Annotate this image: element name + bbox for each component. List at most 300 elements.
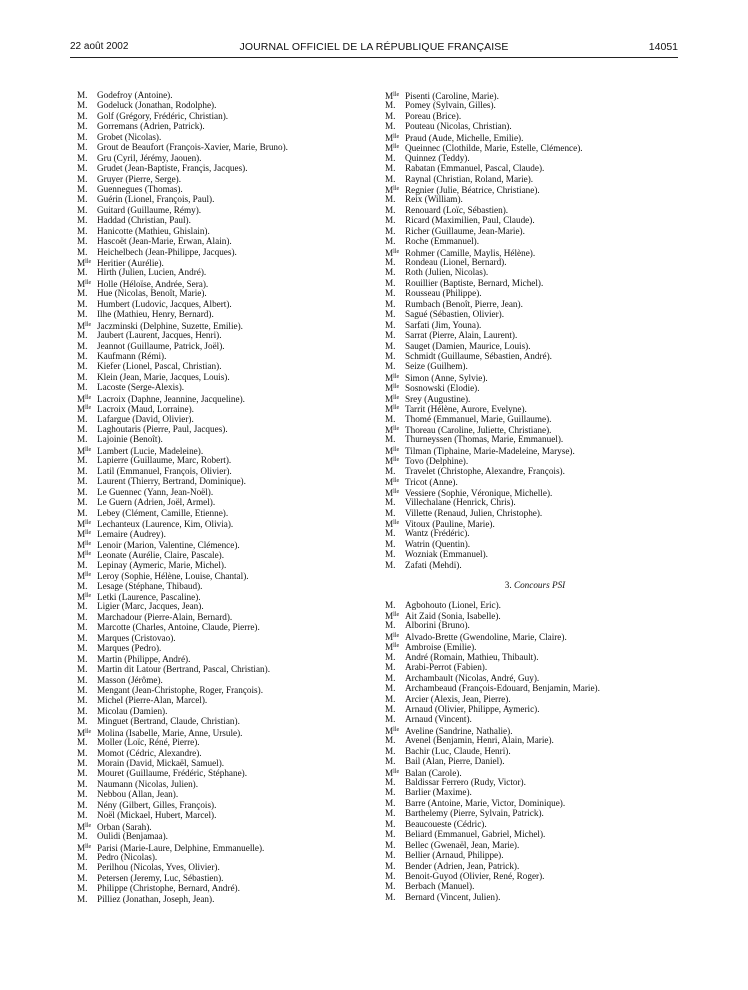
- list-item: [385, 746, 685, 756]
- title: $M^{lle}$: [385, 372, 400, 383]
- title: M.: [385, 797, 396, 808]
- title: $M^{lle}$: [385, 143, 400, 154]
- person-name: Sauget (Damien, Maurice, Louis).: [405, 340, 531, 351]
- list-item: [77, 831, 367, 841]
- list-item: [77, 121, 367, 131]
- person-name: Arnaud (Vincent).: [405, 714, 472, 725]
- list-item: [385, 247, 685, 257]
- person-name: Oulidi (Benjamaa).: [97, 831, 168, 842]
- title: $M^{lle}$: [385, 247, 400, 258]
- person-name: Hue (Nicolas, Benoît, Marie).: [97, 288, 207, 299]
- title: M.: [385, 620, 396, 631]
- list-item: [77, 372, 367, 382]
- title: M.: [385, 549, 396, 560]
- title: M.: [77, 653, 88, 664]
- title: M.: [77, 737, 88, 748]
- person-name: Ilhe (Mathieu, Henry, Bernard).: [97, 309, 214, 320]
- list-item: [385, 393, 685, 403]
- list-item: [77, 445, 367, 455]
- person-name: Arcier (Alexis, Jean, Pierre).: [405, 693, 511, 704]
- title: M.: [385, 236, 396, 247]
- title: M.: [385, 693, 396, 704]
- title: M.: [77, 183, 88, 194]
- person-name: Marques (Cristovao).: [97, 632, 176, 643]
- list-item: [77, 508, 367, 518]
- person-name: Holle (Héloïse, Andrée, Sera).: [97, 278, 209, 289]
- list-item: [385, 236, 685, 246]
- person-name: Marcotte (Charles, Antoine, Claude, Pierre).: [97, 622, 260, 633]
- person-name: Marchadour (Pierre-Alain, Bernard).: [97, 611, 233, 622]
- list-item: [385, 100, 685, 110]
- title: $M^{lle}$: [385, 184, 400, 195]
- list-item: [77, 361, 367, 371]
- list-item: [77, 779, 367, 789]
- list-item: [77, 184, 367, 194]
- list-item: [385, 725, 685, 735]
- list-item: [385, 372, 685, 382]
- person-name: Noël (Mickael, Hubert, Marcel).: [97, 810, 217, 821]
- person-name: Bender (Adrien, Jean, Patrick).: [405, 860, 520, 871]
- title: M.: [385, 163, 396, 174]
- list-item: [77, 351, 367, 361]
- person-name: Balan (Carole).: [405, 767, 462, 778]
- list-item: [385, 620, 685, 630]
- title: $M^{lle}$: [77, 518, 92, 529]
- title: M.: [385, 434, 396, 445]
- list-item: [77, 257, 367, 267]
- person-name: Le Guennec (Yann, Jean-Noël).: [97, 486, 214, 497]
- list-item: [385, 641, 685, 651]
- title: M.: [77, 622, 88, 633]
- title: $M^{lle}$: [77, 278, 92, 289]
- list-item: [77, 622, 367, 632]
- list-item: [77, 487, 367, 497]
- list-item: [385, 403, 685, 413]
- title: M.: [385, 881, 396, 892]
- title: M.: [385, 599, 396, 610]
- section-heading: [385, 580, 685, 590]
- person-name: Vitoux (Pauline, Marie).: [405, 518, 495, 529]
- title: M.: [385, 267, 396, 278]
- person-name: Lafargue (David, Olivier).: [97, 413, 194, 424]
- list-item: [77, 247, 367, 257]
- list-item: [77, 883, 367, 893]
- person-name: Nény (Gilbert, Gilles, François).: [97, 799, 217, 810]
- person-name: Avenel (Benjamin, Henri, Alain, Marie).: [405, 735, 554, 746]
- person-name: Leroy (Sophie, Hélène, Louise, Chantal).: [97, 571, 249, 582]
- list-item: [385, 798, 685, 808]
- person-name: Bellier (Arnaud, Philippe).: [405, 850, 504, 861]
- person-name: Lambert (Lucie, Madeleine).: [97, 445, 204, 456]
- title: $M^{lle}$: [385, 631, 400, 642]
- title: M.: [385, 891, 396, 902]
- list-item: [385, 487, 685, 497]
- person-name: Queinnec (Clothilde, Marie, Estelle, Clémence).: [405, 143, 583, 154]
- person-name: Hanicotte (Mathieu, Ghislain).: [97, 225, 210, 236]
- title: M.: [385, 225, 396, 236]
- person-name: Golf (Grégory, Frédéric, Christian).: [97, 110, 229, 121]
- person-name: Pomey (Sylvain, Gilles).: [405, 100, 496, 111]
- title: M.: [77, 152, 88, 163]
- person-name: Tricot (Anne).: [405, 477, 458, 488]
- title: M.: [77, 246, 88, 257]
- title: M.: [77, 434, 88, 445]
- title: M.: [77, 862, 88, 873]
- person-name: Thurneyssen (Thomas, Marie, Emmanuel).: [405, 434, 564, 445]
- list-item: [385, 361, 685, 371]
- person-name: Lesage (Stéphane, Thibaud).: [97, 580, 203, 591]
- person-name: Roche (Emmanuel).: [405, 236, 479, 247]
- title: M.: [77, 851, 88, 862]
- person-name: Seize (Guilhem).: [405, 361, 468, 372]
- list-item: [385, 445, 685, 455]
- list-item: [385, 153, 685, 163]
- header-date: 22 août 2002: [70, 41, 129, 52]
- title: M.: [77, 424, 88, 434]
- title: M.: [385, 745, 396, 756]
- page-header: [70, 41, 678, 55]
- person-name: Raynal (Christian, Roland, Marie).: [405, 173, 534, 184]
- list-item: [77, 894, 367, 904]
- title: $M^{lle}$: [77, 550, 92, 561]
- list-item: [77, 497, 367, 507]
- title: M.: [77, 298, 88, 309]
- person-name: Bail (Alan, Pierre, Daniel).: [405, 756, 505, 767]
- list-item: [77, 476, 367, 486]
- list-item: [385, 90, 685, 100]
- title: M.: [385, 350, 396, 361]
- list-item: [385, 184, 685, 194]
- list-item: [77, 570, 367, 580]
- title: $M^{lle}$: [77, 842, 92, 853]
- title: $M^{lle}$: [77, 445, 92, 456]
- person-name: Bachir (Luc, Claude, Henri).: [405, 745, 511, 756]
- list-item: [385, 382, 685, 392]
- person-name: Ambroise (Emilie).: [405, 642, 477, 653]
- title: M.: [77, 643, 88, 654]
- person-name: Rabatan (Emmanuel, Pascal, Claude).: [405, 163, 545, 174]
- person-name: André (Romain, Mathieu, Thibault).: [405, 651, 539, 662]
- person-name: Tovo (Delphine).: [405, 456, 469, 467]
- list-item: [385, 111, 685, 121]
- list-item: [385, 549, 685, 559]
- title: M.: [385, 277, 396, 288]
- person-name: Micolau (Damien).: [97, 705, 168, 716]
- title: M.: [77, 831, 88, 842]
- person-name: Lajoinie (Benoît).: [97, 434, 163, 445]
- title: $M^{lle}$: [77, 404, 92, 415]
- list-item: [385, 330, 685, 340]
- title: M.: [385, 465, 396, 476]
- list-item: [385, 455, 685, 465]
- title: M.: [77, 110, 88, 121]
- list-item: [385, 476, 685, 486]
- list-item: [385, 434, 685, 444]
- title: M.: [385, 507, 396, 518]
- list-item: [77, 768, 367, 778]
- title: $M^{lle}$: [385, 725, 400, 736]
- person-name: Lepinay (Aymeric, Marie, Michel).: [97, 559, 227, 570]
- title: M.: [77, 716, 88, 727]
- list-item: [385, 257, 685, 267]
- title: $M^{lle}$: [77, 258, 92, 268]
- title: M.: [385, 497, 396, 508]
- title: $M^{lle}$: [77, 727, 92, 738]
- person-name: Leonate (Aurélie, Claire, Pascale).: [97, 550, 225, 561]
- list-item: [77, 821, 367, 831]
- title: M.: [385, 413, 396, 424]
- list-item: [385, 560, 685, 570]
- title: M.: [385, 735, 396, 746]
- list-item: [77, 153, 367, 163]
- title: M.: [385, 683, 396, 694]
- person-name: Archambault (Nicolas, André, Guy).: [405, 672, 540, 683]
- list-item: [77, 205, 367, 215]
- left-column: [77, 90, 367, 904]
- list-item: [77, 403, 367, 413]
- list-item: [385, 341, 685, 351]
- person-name: Morain (David, Mickaël, Samuel).: [97, 758, 225, 768]
- list-item: [77, 601, 367, 611]
- person-name: Vessiere (Sophie, Véronique, Michelle).: [405, 487, 553, 498]
- person-name: Martin dit Latour (Bertrand, Pascal, Christian).: [97, 664, 270, 675]
- person-name: Laghoutaris (Pierre, Paul, Jacques).: [97, 424, 228, 434]
- person-name: Richer (Guillaume, Jean-Marie).: [405, 225, 525, 236]
- title: M.: [77, 173, 88, 184]
- title: M.: [385, 870, 396, 881]
- title: M.: [77, 810, 88, 821]
- list-item: [385, 518, 685, 528]
- person-name: Grout de Beaufort (François-Xavier, Marie, Bruno).: [97, 142, 288, 153]
- person-name: Sarfati (Jim, Youna).: [405, 319, 482, 330]
- person-name: Guennegues (Thomas).: [97, 183, 183, 194]
- person-name: Wantz (Frédéric).: [405, 528, 470, 539]
- title: $M^{lle}$: [385, 132, 400, 143]
- person-name: Barlier (Maxime).: [405, 787, 472, 798]
- title: M.: [77, 695, 88, 706]
- title: M.: [385, 839, 396, 850]
- list-item: [77, 581, 367, 591]
- title: M.: [385, 361, 396, 372]
- list-item: [385, 288, 685, 298]
- person-name: Srey (Augustine).: [405, 393, 471, 404]
- person-name: Lacroix (Daphne, Jeannine, Jacqueline).: [97, 393, 245, 404]
- title: M.: [385, 257, 396, 267]
- person-name: Bernard (Vincent, Julien).: [405, 891, 501, 902]
- person-name: Petersen (Jeremy, Luc, Sébastien).: [97, 872, 224, 883]
- title: M.: [385, 860, 396, 871]
- list-item: [77, 727, 367, 737]
- list-item: [385, 121, 685, 131]
- list-item: [77, 341, 367, 351]
- title: $M^{lle}$: [385, 487, 400, 498]
- person-name: Lacoste (Serge-Alexis).: [97, 382, 185, 393]
- title: M.: [77, 455, 88, 466]
- person-name: Schmidt (Guillaume, Sébastien, André).: [405, 350, 552, 361]
- person-name: Martin (Philippe, André).: [97, 653, 191, 664]
- person-name: Sagué (Sébastien, Olivier).: [405, 309, 504, 320]
- list-item: [77, 226, 367, 236]
- list-item: [385, 610, 685, 620]
- list-item: [77, 267, 367, 277]
- person-name: Gorremans (Adrien, Patrick).: [97, 121, 205, 132]
- title: M.: [385, 662, 396, 673]
- person-name: Godefroy (Antoine).: [97, 90, 173, 100]
- title: M.: [77, 476, 88, 487]
- list-item: [77, 414, 367, 424]
- title: $M^{lle}$: [385, 611, 400, 621]
- person-name: Tarrit (Hélène, Aurore, Evelyne).: [405, 404, 527, 415]
- person-name: Ligier (Marc, Jacques, Jean).: [97, 601, 204, 612]
- list-item: [77, 174, 367, 184]
- person-name: Arabi-Perrot (Fabien).: [405, 662, 488, 673]
- title: M.: [77, 330, 88, 341]
- list-item: [385, 528, 685, 538]
- title: M.: [77, 309, 88, 320]
- title: M.: [77, 194, 88, 205]
- person-name: Rousseau (Philippe).: [405, 288, 482, 299]
- title: M.: [77, 382, 88, 393]
- person-name: Beliard (Emmanuel, Gabriel, Michel).: [405, 829, 546, 840]
- right-column-list-top: [385, 90, 685, 570]
- person-name: Wozniak (Emmanuel).: [405, 549, 488, 560]
- person-name: Minguet (Bertrand, Claude, Christian).: [97, 716, 240, 727]
- list-item: [77, 675, 367, 685]
- list-item: [77, 132, 367, 142]
- title: $M^{lle}$: [385, 518, 400, 529]
- list-item: [385, 756, 685, 766]
- list-item: [385, 278, 685, 288]
- person-name: Philippe (Christophe, Bernard, André).: [97, 883, 240, 894]
- title: M.: [77, 100, 88, 111]
- title: M.: [385, 173, 396, 184]
- title: M.: [77, 90, 88, 100]
- title: M.: [385, 110, 396, 121]
- list-item: [385, 652, 685, 662]
- list-item: [385, 892, 685, 902]
- person-name: Mouret (Guillaume, Frédéric, Stéphane).: [97, 768, 248, 779]
- list-item: [385, 351, 685, 361]
- title: $M^{lle}$: [385, 642, 400, 653]
- person-name: Perilhou (Nicolas, Yves, Olivier).: [97, 862, 220, 873]
- list-item: [77, 737, 367, 747]
- person-name: Pilliez (Jonathan, Joseph, Jean).: [97, 893, 215, 904]
- list-item: [385, 163, 685, 173]
- list-item: [77, 309, 367, 319]
- title: M.: [77, 413, 88, 424]
- person-name: Tilman (Tiphaine, Marie-Madeleine, Maryse).: [405, 445, 575, 456]
- list-item: [385, 881, 685, 891]
- title: M.: [77, 664, 88, 675]
- person-name: Pouteau (Nicolas, Christian).: [405, 121, 512, 132]
- title: M.: [385, 829, 396, 840]
- title: M.: [385, 714, 396, 725]
- title: M.: [77, 215, 88, 226]
- list-item: [385, 539, 685, 549]
- title: M.: [77, 601, 88, 612]
- list-item: [385, 508, 685, 518]
- person-name: Regnier (Julie, Béatrice, Christiane).: [405, 184, 540, 195]
- person-name: Archambeaud (François-Edouard, Benjamin, Marie).: [405, 683, 600, 694]
- list-item: [77, 810, 367, 820]
- person-name: Hascoët (Jean-Marie, Erwan, Alain).: [97, 236, 232, 247]
- title: M.: [385, 215, 396, 226]
- person-name: Quinnez (Teddy).: [405, 152, 470, 163]
- list-item: [385, 215, 685, 225]
- title: M.: [385, 298, 396, 309]
- title: M.: [385, 787, 396, 798]
- person-name: Poreau (Brice).: [405, 110, 462, 121]
- title: M.: [385, 703, 396, 714]
- person-name: Alborini (Bruno).: [405, 620, 470, 631]
- person-name: Zafati (Mehdi).: [405, 559, 462, 570]
- person-name: Watrin (Quentin).: [405, 538, 471, 549]
- list-item: [77, 758, 367, 768]
- person-name: Villechalane (Henrick, Chris).: [405, 497, 516, 508]
- person-name: Thoreau (Caroline, Juliette, Christiane).: [405, 425, 552, 435]
- right-column: [385, 90, 685, 902]
- title: M.: [77, 142, 88, 153]
- list-item: [77, 466, 367, 476]
- person-name: Aveline (Sandrine, Nathalie).: [405, 725, 513, 736]
- title: M.: [77, 684, 88, 695]
- title: M.: [385, 528, 396, 539]
- title: M.: [77, 559, 88, 570]
- list-item: [385, 777, 685, 787]
- list-item: [77, 706, 367, 716]
- list-item: [385, 829, 685, 839]
- title: M.: [77, 789, 88, 800]
- person-name: Lemaire (Audrey).: [97, 529, 166, 540]
- title: M.: [385, 672, 396, 683]
- title: M.: [77, 778, 88, 789]
- list-item: [385, 424, 685, 434]
- person-name: Simon (Anne, Sylvie).: [405, 372, 488, 383]
- list-item: [77, 455, 367, 465]
- person-name: Laurent (Thierry, Bertrand, Dominique).: [97, 476, 246, 487]
- title: $M^{lle}$: [385, 767, 400, 778]
- person-name: Grobet (Nicolas).: [97, 131, 162, 142]
- list-item: [77, 382, 367, 392]
- person-name: Godeluck (Jonathan, Rodolphe).: [97, 100, 217, 111]
- title: M.: [385, 538, 396, 549]
- title: M.: [77, 371, 88, 382]
- list-item: [385, 142, 685, 152]
- list-item: [385, 787, 685, 797]
- title: M.: [77, 236, 88, 247]
- person-name: Jaubert (Laurent, Jacques, Henri).: [97, 330, 222, 341]
- title: M.: [77, 674, 88, 685]
- person-name: Baldissar Ferrero (Rudy, Victor).: [405, 777, 526, 787]
- person-name: Latil (Emmanuel, François, Olivier).: [97, 465, 232, 476]
- person-name: Pedro (Nicolas).: [97, 851, 158, 862]
- right-column-list-bottom: [385, 600, 685, 903]
- list-item: [77, 685, 367, 695]
- list-item: [77, 142, 367, 152]
- list-item: [77, 518, 367, 528]
- person-name: Humbert (Ludovic, Jacques, Albert).: [97, 298, 232, 309]
- list-item: [77, 549, 367, 559]
- list-item: [77, 100, 367, 110]
- list-item: [77, 434, 367, 444]
- title: M.: [77, 361, 88, 372]
- list-item: [385, 735, 685, 745]
- list-item: [77, 862, 367, 872]
- title: M.: [385, 121, 396, 132]
- list-item: [77, 90, 367, 100]
- list-item: [77, 633, 367, 643]
- title: M.: [77, 204, 88, 215]
